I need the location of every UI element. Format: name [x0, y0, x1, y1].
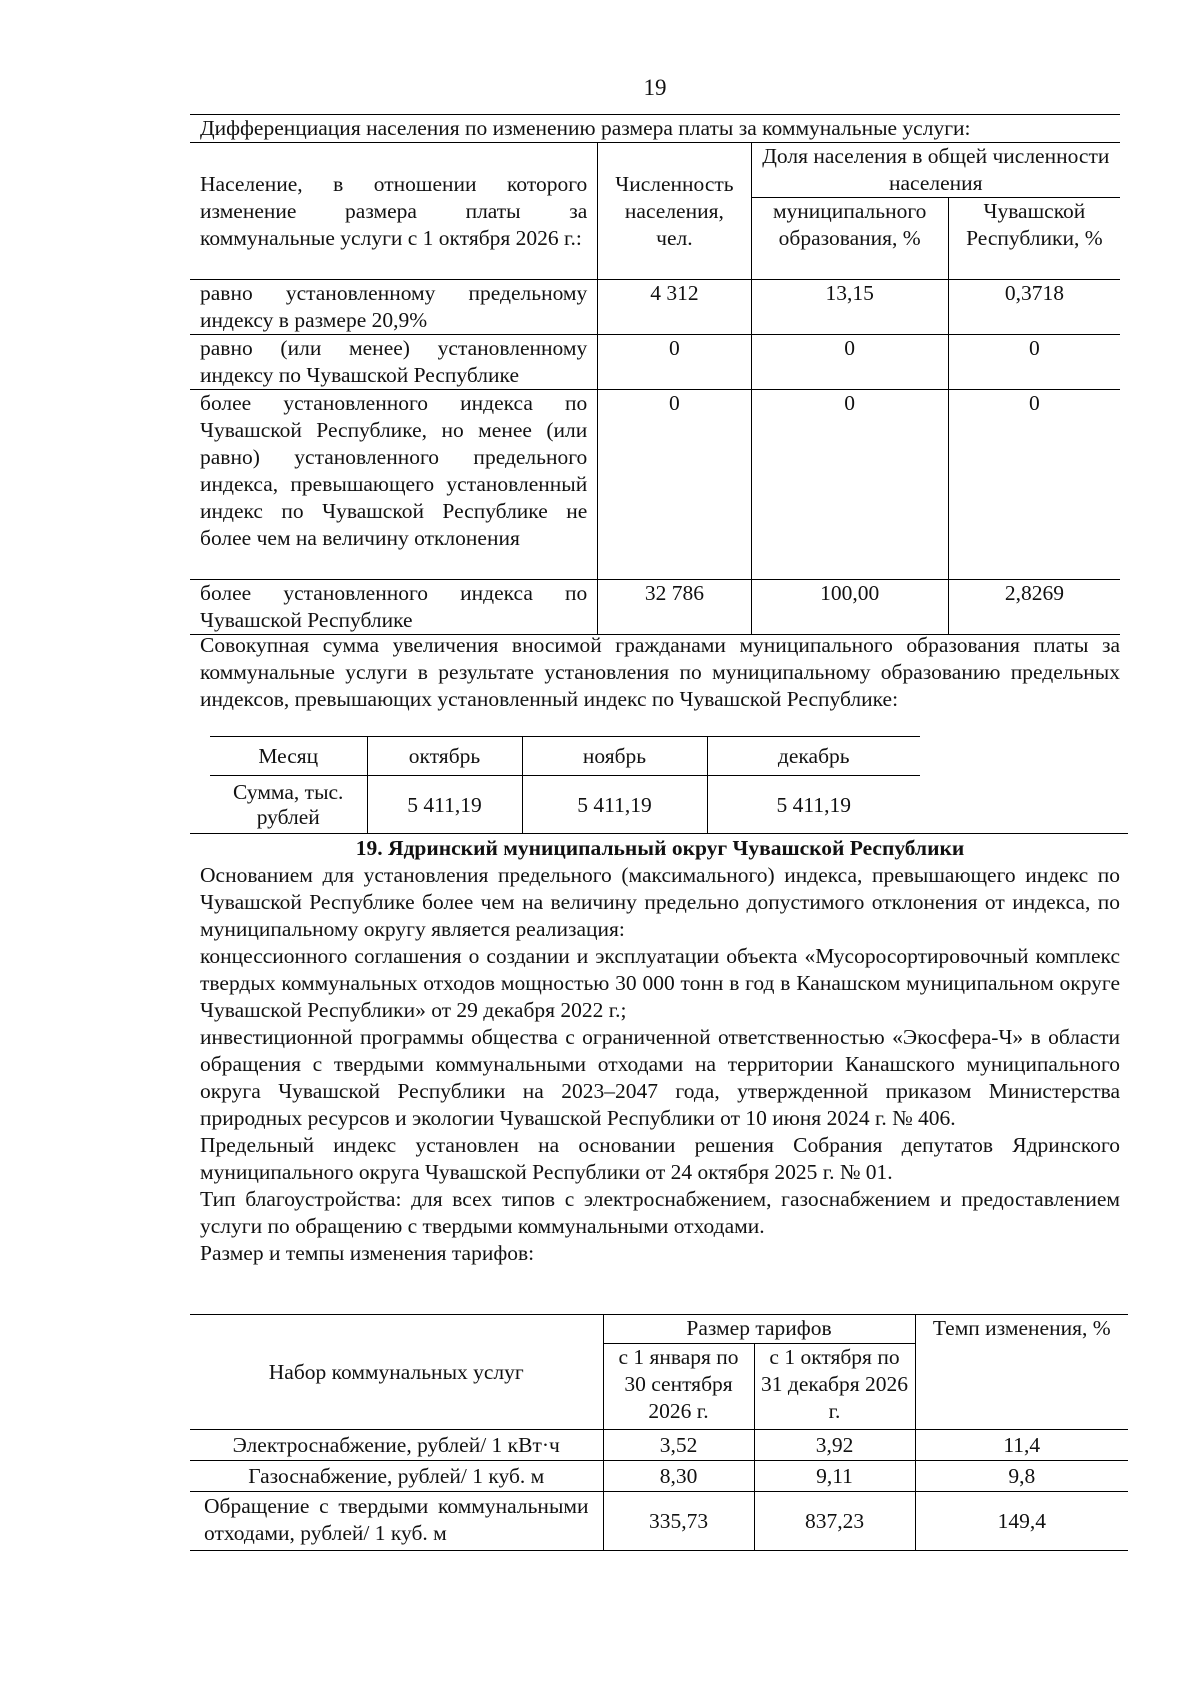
header-municipal: муниципального образования, %: [751, 198, 948, 280]
header-period-2: с 1 октября по 31 декабря 2026 г.: [754, 1344, 915, 1430]
row-municipal-share: 0: [751, 335, 948, 390]
change-rate: 149,4: [915, 1492, 1128, 1551]
tariff-period-1: 335,73: [603, 1492, 754, 1551]
month-november: ноябрь: [522, 737, 707, 776]
row-label: равно установленному предельному индексу в размере 20,9%: [190, 280, 598, 335]
row-municipal-share: 13,15: [751, 280, 948, 335]
tariff-period-1: 8,30: [603, 1461, 754, 1492]
table-row: [190, 580, 1120, 635]
paragraph-decision: Предельный индекс установлен на основании решения Собрания депутатов Ядринского муниципального округа Чувашской Республики от 24 октября 2025 г. № 01.: [200, 1133, 1120, 1184]
table-row: [190, 1492, 1128, 1551]
monthly-sum-table: [210, 736, 920, 834]
row-count: 0: [598, 335, 751, 390]
month-header: Месяц: [210, 737, 367, 776]
differentiation-caption: Дифференциация населения по изменению размера платы за коммунальные услуги:: [190, 115, 1120, 143]
total-increase-text: Совокупная сумма увеличения вносимой гражданами муниципального образования платы за коммунальные услуги в результате установления по муниципальному образованию предельных индексов, превышающих установленный индекс по Чувашской Республике:: [200, 633, 1120, 711]
tariff-caption: Размер и темпы изменения тарифов:: [200, 1241, 535, 1265]
month-december: декабрь: [707, 737, 920, 776]
change-rate: 11,4: [915, 1430, 1128, 1461]
tariff-period-1: 3,52: [603, 1430, 754, 1461]
header-service: Набор коммунальных услуг: [190, 1315, 603, 1430]
row-count: 4 312: [598, 280, 751, 335]
service-name: Электроснабжение, рублей/ 1 кВт·ч: [190, 1430, 603, 1461]
row-republic-share: 2,8269: [948, 580, 1120, 635]
table-row: [190, 335, 1120, 390]
sum-december: 5 411,19: [707, 776, 920, 835]
page-number: 19: [643, 75, 667, 100]
sum-label: Сумма, тыс. рублей: [233, 780, 344, 829]
header-population: Население, в отношении которого изменение размера платы за коммунальные услуги с 1 октября 2026 г.:: [190, 143, 598, 280]
tariff-period-2: 9,11: [754, 1461, 915, 1492]
row-label: более установленного индекса по Чувашской Республике: [190, 580, 598, 635]
tariff-period-2: 3,92: [754, 1430, 915, 1461]
change-rate: 9,8: [915, 1461, 1128, 1492]
row-republic-share: 0: [948, 390, 1120, 580]
differentiation-section: [200, 114, 1120, 635]
row-count: 0: [598, 390, 751, 580]
header-republic: Чувашской Республики, %: [948, 198, 1120, 280]
row-label: более установленного индекса по Чувашской Республике, но менее (или равно) установленного предельного индекса, превышающего установленный индекс по Чувашской Республике не более чем на величину отклонения: [190, 390, 598, 580]
header-tariff-size: Размер тарифов: [603, 1315, 915, 1344]
row-count: 32 786: [598, 580, 751, 635]
header-count: Численность населения, чел.: [598, 143, 751, 280]
row-republic-share: 0,3718: [948, 280, 1120, 335]
header-share: Доля населения в общей численности населения: [751, 143, 1120, 198]
table-row: [190, 1461, 1128, 1492]
section-divider: [190, 833, 1128, 834]
paragraph-basis: Основанием для установления предельного (максимального) индекса, превышающего индекс по Чувашской Республике более чем на величину предельно допустимого отклонения от индекса, по муниципальному округу является реализация:: [200, 863, 1120, 941]
paragraph-investment-program: инвестиционной программы общества с ограниченной ответственностью «Экосфера-Ч» в области обращения с твердыми коммунальными отходами на территории Канашского муниципального округа Чувашской Республики на 2023–2047 года, утвержденной приказом Министерства природных ресурсов и экологии Чувашской Республики от 10 июня 2024 г. № 406.: [200, 1025, 1120, 1130]
header-change-rate: Темп изменения, %: [915, 1315, 1128, 1430]
tariff-period-2: 837,23: [754, 1492, 915, 1551]
section-body: [200, 862, 1120, 1267]
header-period-1: с 1 января по 30 сентября 2026 г.: [603, 1344, 754, 1430]
paragraph-concession: концессионного соглашения о создании и эксплуатации объекта «Мусоросортировочный комплекс твердых коммунальных отходов мощностью 30 000 тонн в год в Канашском муниципальном округе Чувашской Республики» от 29 декабря 2022 г.;: [200, 944, 1120, 1022]
row-municipal-share: 0: [751, 390, 948, 580]
differentiation-table: [190, 114, 1120, 635]
service-name: Газоснабжение, рублей/ 1 куб. м: [190, 1461, 603, 1492]
section-heading: 19. Ядринский муниципальный округ Чувашской Республики: [355, 836, 965, 860]
table-row: [190, 1430, 1128, 1461]
month-october: октябрь: [367, 737, 522, 776]
tariff-table: [190, 1314, 1128, 1551]
row-municipal-share: 100,00: [751, 580, 948, 635]
row-label: равно (или менее) установленному индексу по Чувашской Республике: [190, 335, 598, 390]
table-row: [190, 280, 1120, 335]
table-row: [190, 390, 1120, 580]
paragraph-improvement-type: Тип благоустройства: для всех типов с электроснабжением, газоснабжением и предоставлением услуги по обращению с твердыми коммунальными отходами.: [200, 1187, 1120, 1238]
sum-november: 5 411,19: [522, 776, 707, 835]
row-republic-share: 0: [948, 335, 1120, 390]
sum-october: 5 411,19: [367, 776, 522, 835]
service-name: Обращение с твердыми коммунальными отходами, рублей/ 1 куб. м: [190, 1492, 603, 1551]
